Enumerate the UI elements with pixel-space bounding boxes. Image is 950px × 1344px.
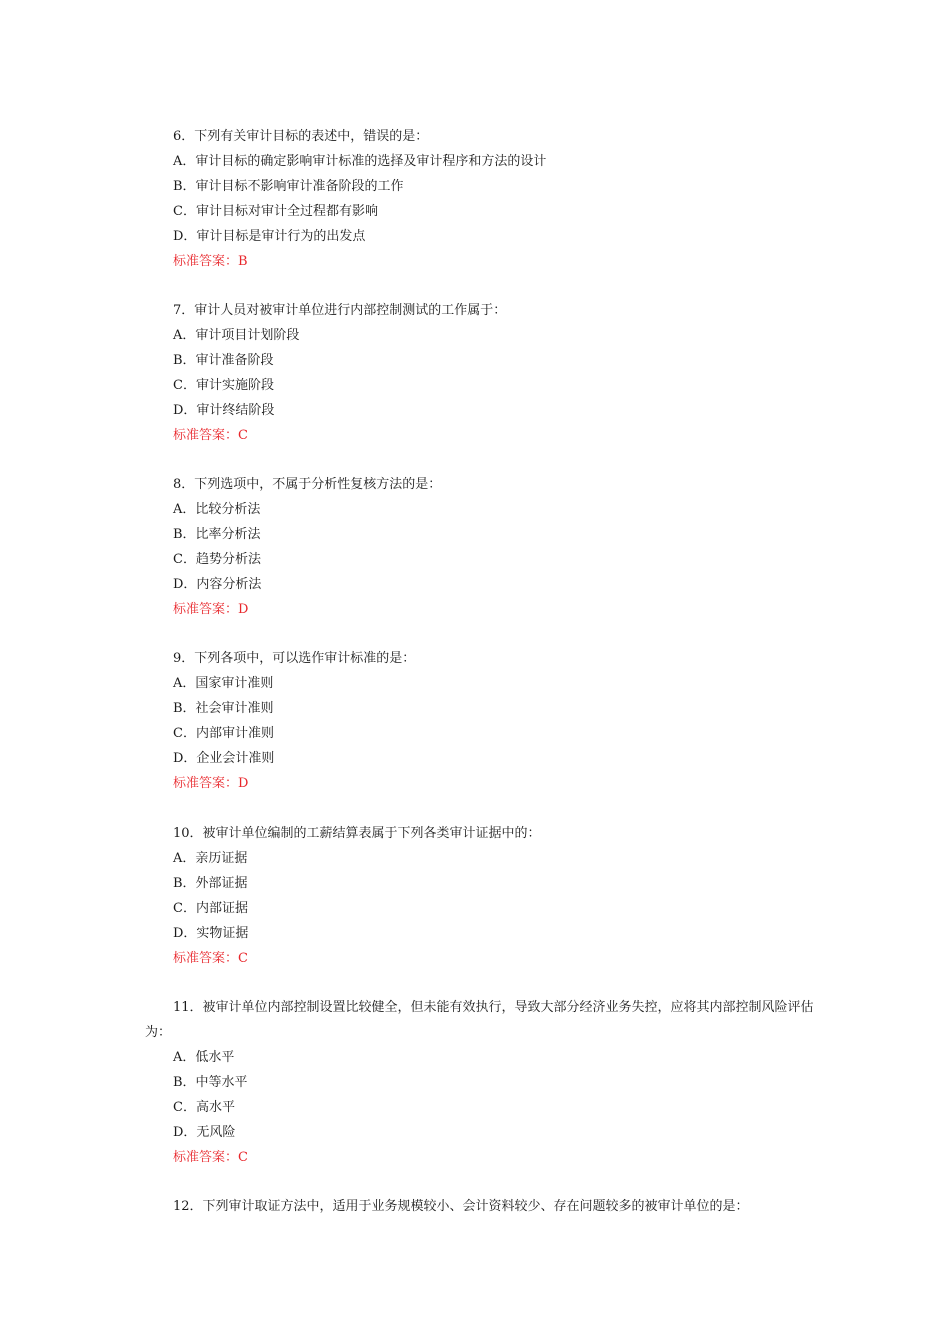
question-6 xyxy=(145,124,825,274)
option-b: B．中等水平 xyxy=(173,1075,248,1090)
question-stem: 12．下列审计取证方法中，适用于业务规模较小、会计资料较少、存在问题较多的被审计单位的是： xyxy=(173,1199,749,1214)
option-c: C．审计目标对审计全过程都有影响 xyxy=(173,204,378,219)
option-d: D．企业会计准则 xyxy=(173,751,275,766)
standard-answer: 标准答案：C xyxy=(173,951,248,966)
question-10 xyxy=(145,821,825,971)
question-7 xyxy=(145,298,825,448)
standard-answer: 标准答案：C xyxy=(173,1150,248,1165)
option-a: A．亲历证据 xyxy=(173,851,248,866)
question-11 xyxy=(145,995,825,1170)
standard-answer: 标准答案：C xyxy=(173,428,248,443)
question-12 xyxy=(145,1194,825,1219)
option-b: B．外部证据 xyxy=(173,876,248,891)
standard-answer: 标准答案：D xyxy=(173,602,249,617)
option-c: C．趋势分析法 xyxy=(173,552,261,567)
question-stem: 9．下列各项中，可以选作审计标准的是： xyxy=(173,651,416,666)
option-c: C．审计实施阶段 xyxy=(173,378,274,393)
option-d: D．审计目标是审计行为的出发点 xyxy=(173,229,366,244)
option-a: A．比较分析法 xyxy=(173,502,261,517)
option-c: C．内部审计准则 xyxy=(173,726,274,741)
question-stem: 11．被审计单位内部控制设置比较健全，但未能有效执行，导致大部分经济业务失控，应将其内部控制风险评估为： xyxy=(145,1000,814,1040)
question-9 xyxy=(145,646,825,796)
option-a: A．低水平 xyxy=(173,1050,235,1065)
question-stem: 7．审计人员对被审计单位进行内部控制测试的工作属于： xyxy=(173,303,507,318)
option-b: B．审计准备阶段 xyxy=(173,353,274,368)
question-stem: 6．下列有关审计目标的表述中，错误的是： xyxy=(173,129,429,144)
option-b: B．社会审计准则 xyxy=(173,701,274,716)
option-a: A．审计项目计划阶段 xyxy=(173,328,300,343)
option-a: A．审计目标的确定影响审计标准的选择及审计程序和方法的设计 xyxy=(173,154,547,169)
standard-answer: 标准答案：B xyxy=(173,254,248,269)
question-8 xyxy=(145,472,825,622)
option-d: D．无风险 xyxy=(173,1125,236,1140)
option-b: B．审计目标不影响审计准备阶段的工作 xyxy=(173,179,404,194)
option-c: C．高水平 xyxy=(173,1100,235,1115)
option-d: D．审计终结阶段 xyxy=(173,403,275,418)
option-b: B．比率分析法 xyxy=(173,527,261,542)
standard-answer: 标准答案：D xyxy=(173,776,249,791)
option-d: D．内容分析法 xyxy=(173,577,262,592)
option-d: D．实物证据 xyxy=(173,926,249,941)
question-stem: 10．被审计单位编制的工薪结算表属于下列各类审计证据中的： xyxy=(173,826,541,841)
option-a: A．国家审计准则 xyxy=(173,676,274,691)
question-stem: 8．下列选项中，不属于分析性复核方法的是： xyxy=(173,477,442,492)
option-c: C．内部证据 xyxy=(173,901,248,916)
